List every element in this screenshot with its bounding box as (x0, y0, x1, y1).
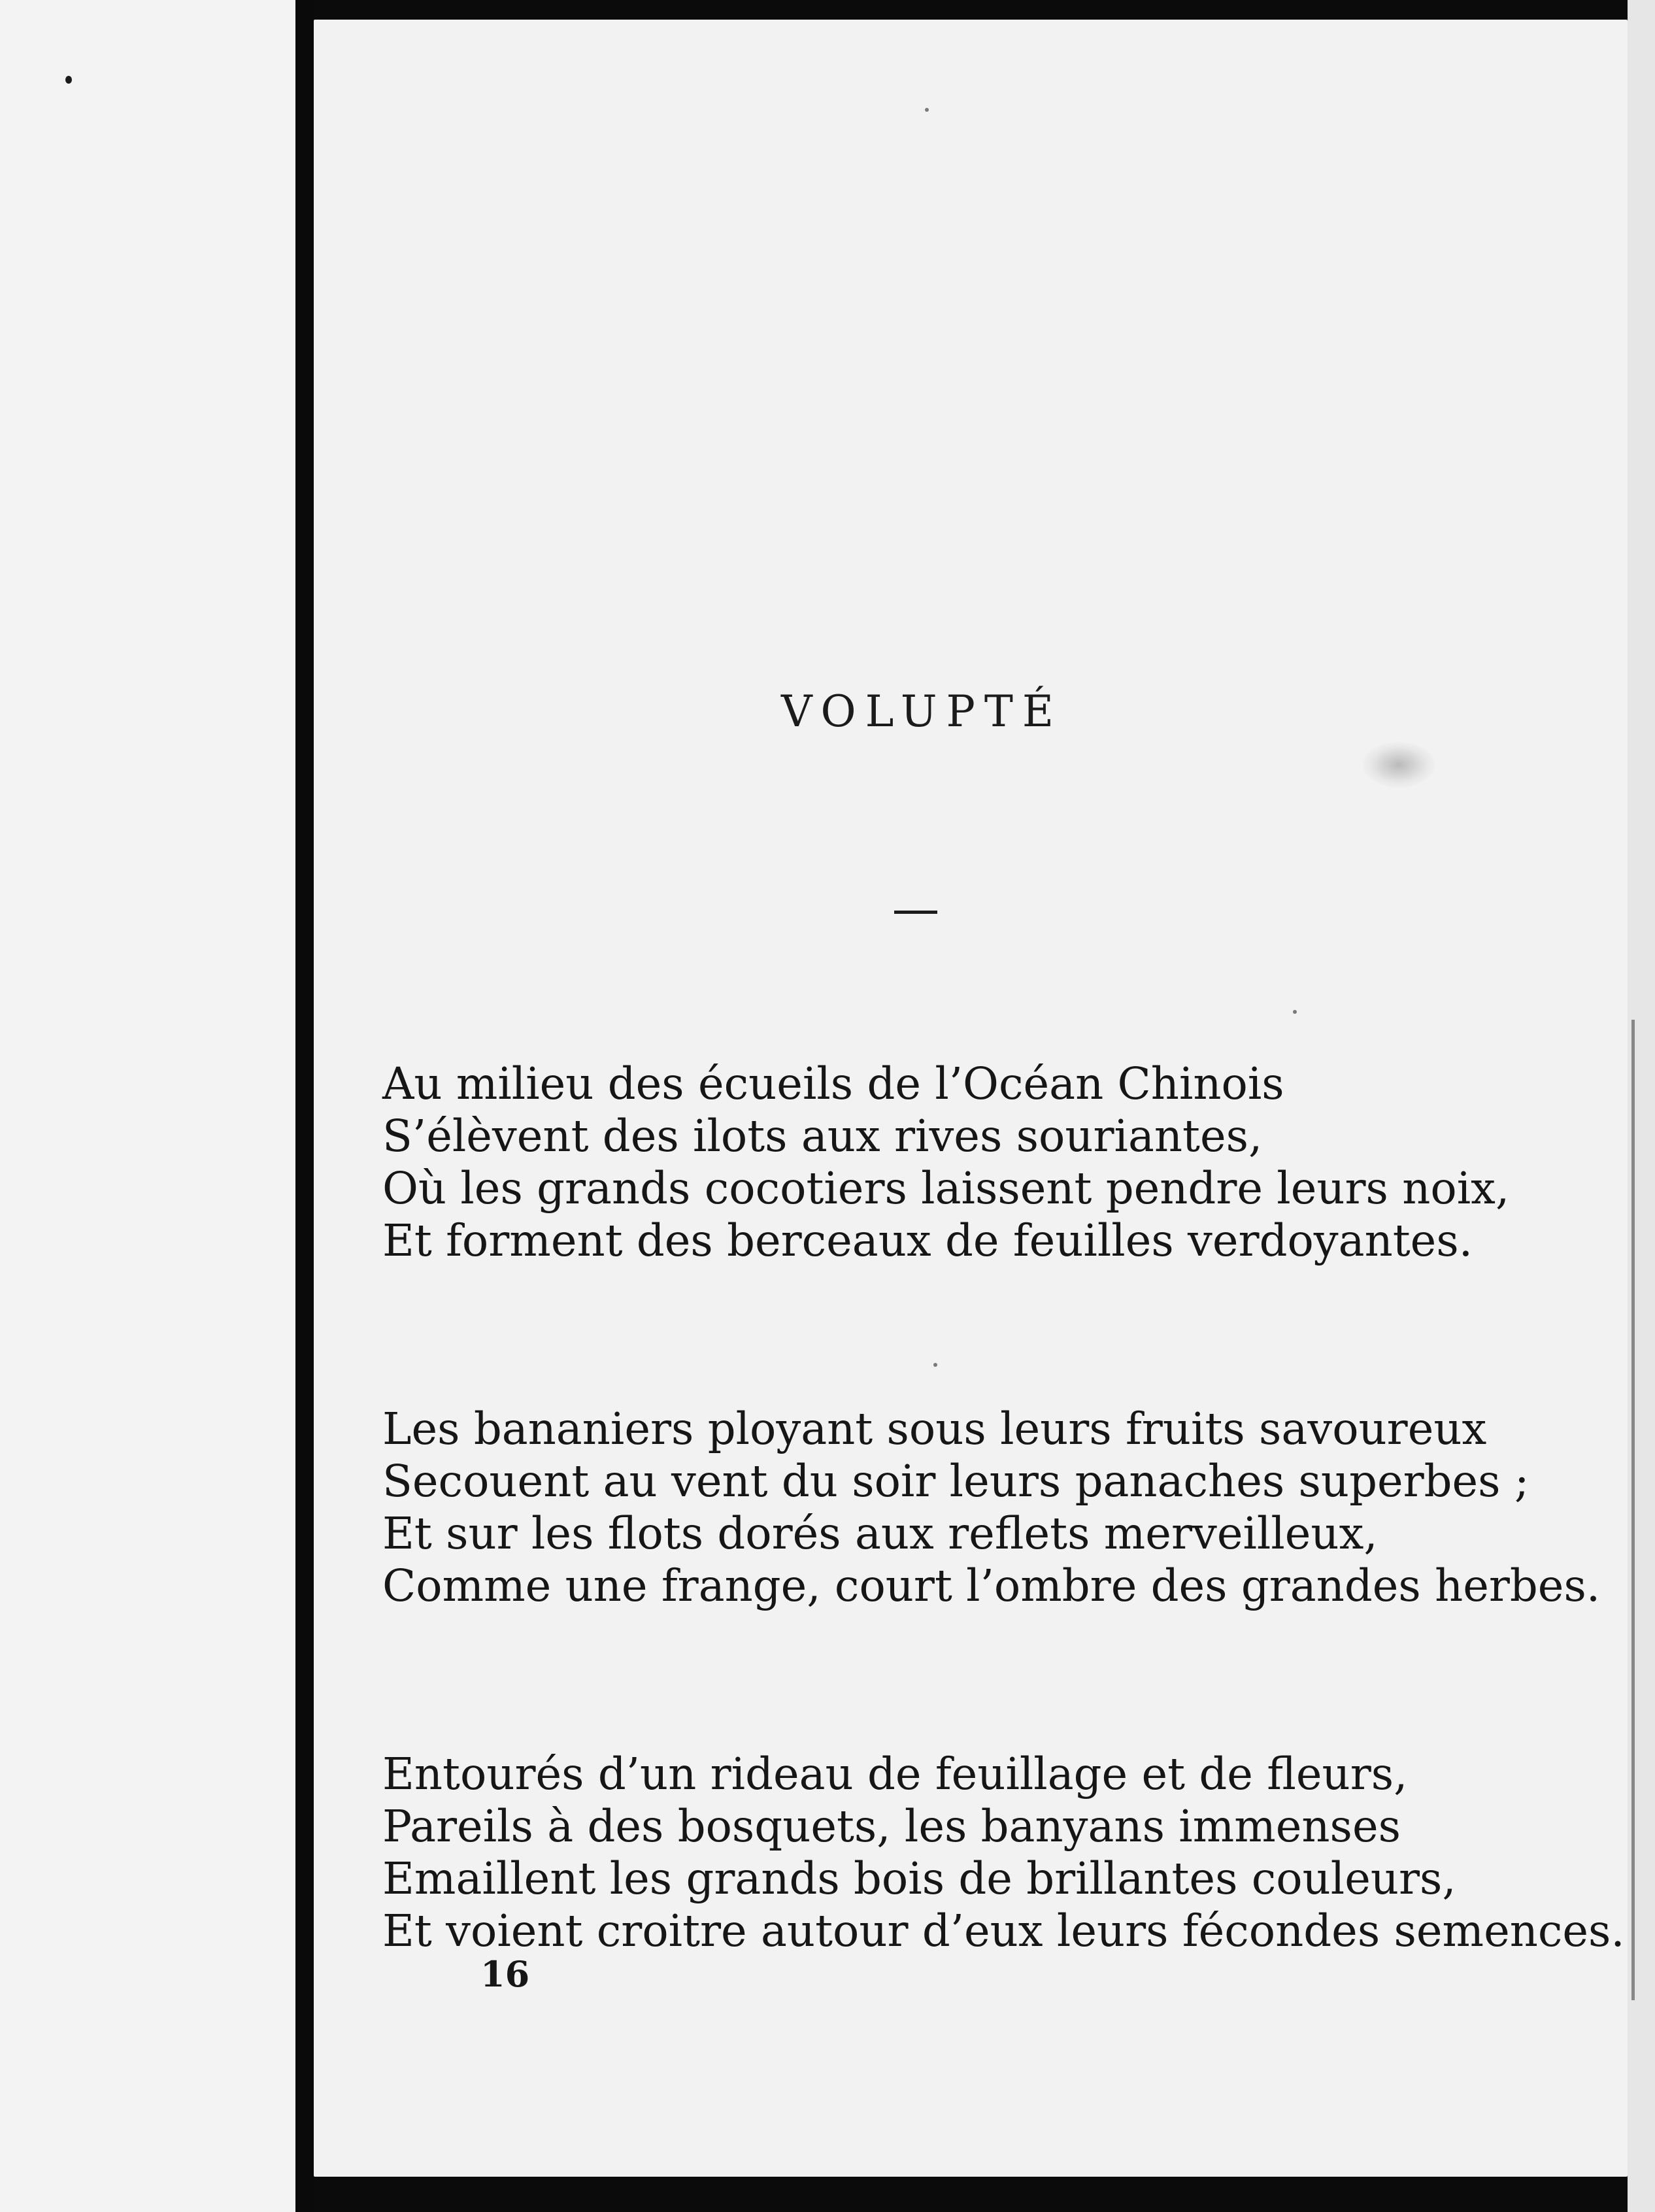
verse-line: Au milieu des écueils de l’Océan Chinois (382, 1058, 1284, 1109)
edge-shadow-line (1631, 1020, 1635, 2000)
stanza (382, 1748, 1625, 1957)
paper-speck (1293, 1010, 1297, 1014)
verse-line: Comme une frange, court l’ombre des grandes herbes. (382, 1560, 1601, 1611)
verse-line: Les bananiers ployant sous leurs fruits savoureux (382, 1403, 1487, 1454)
ink-dot (65, 76, 72, 84)
paper-smudge (1363, 742, 1435, 788)
stanza (382, 1403, 1601, 1612)
paper-speck (925, 108, 929, 112)
poem-body (382, 1058, 1625, 1957)
verse-line: Emaillent les grands bois de brillantes couleurs, (382, 1853, 1456, 1904)
verse-line: Et sur les flots dorés aux reflets merveilleux, (382, 1508, 1378, 1559)
verse-line: S’élèvent des ilots aux rives souriantes, (382, 1111, 1263, 1162)
page-number: 16 (480, 1953, 530, 1995)
verse-line: Et forment des berceaux de feuilles verdoyantes. (382, 1215, 1473, 1266)
book-gutter (295, 0, 314, 2212)
title-separator (894, 911, 937, 914)
verse-line: Entourés d’un rideau de feuillage et de fleurs, (382, 1749, 1408, 1800)
verse-line: Secouent au vent du soir leurs panaches superbes ; (382, 1456, 1530, 1507)
verse-line: Pareils à des bosquets, les banyans immenses (382, 1801, 1401, 1852)
facing-page (0, 0, 295, 2212)
stanza (382, 1058, 1510, 1267)
verse-line: Où les grands cocotiers laissent pendre leurs noix, (382, 1163, 1510, 1214)
page-edge (1628, 0, 1655, 2212)
poem-title: VOLUPTÉ (781, 686, 1063, 737)
verse-line: Et voient croitre autour d’eux leurs fécondes semences. (382, 1905, 1625, 1956)
